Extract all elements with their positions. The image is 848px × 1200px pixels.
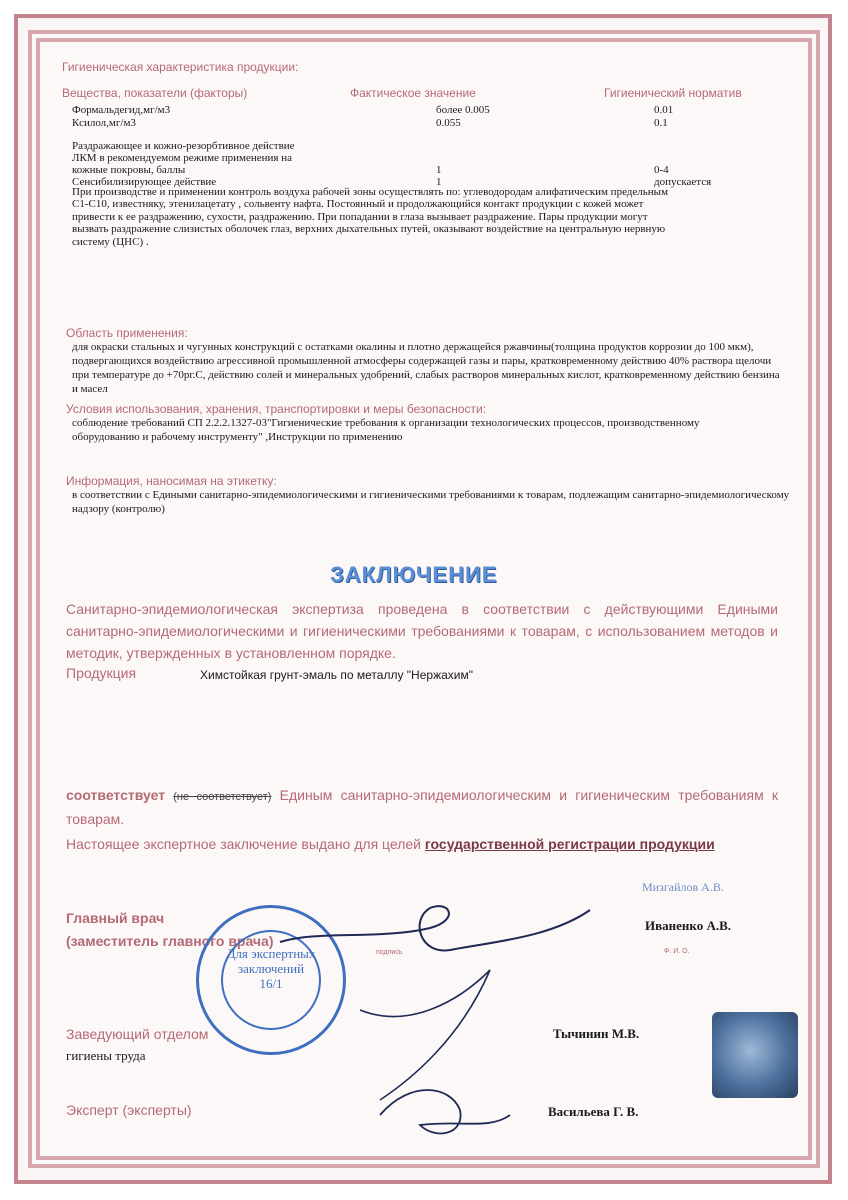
row-norm: 0.01 — [654, 104, 674, 116]
issued-prefix: Настоящее экспертное заключение выдано для целей — [66, 836, 422, 852]
conditions-text: соблюдение требований СП 2.2.2.1327-03"Гигиенические требования к организации технологических процессов, производственному оборудованию и рабочему инструменту" ,Инструкции по применению — [72, 417, 700, 443]
row-actual: 0.055 — [436, 117, 461, 129]
row-name: Раздражающее и кожно-резорбтивное действие ЛКМ в рекомендуемом режиме применения на кожные покровы, баллы — [72, 140, 295, 176]
issued-purpose: государственной регистрации продукции — [424, 836, 715, 852]
hologram-sticker — [712, 1012, 798, 1098]
conclusion-intro: Санитарно-эпидемиологическая экспертиза проведена в соответствии с действующими Едиными санитарно-эпидемиологическими и гигиеническими требованиями к товарам, с использованием методов и методик, утвержденных в установленном порядке. — [66, 601, 778, 661]
hygiene-note: При производстве и применении контроль воздуха рабочей зоны осуществлять по: углеводородам алифатическим предельным С1-С10, известняку, этенилацетату , сольвенту нафта. Постоянный и продолжающийся контакт продукции с кожей может привести к ее раздражению, сухости, раздражению. При попадании в глаза вызывает раздражение. Пары продукции могут вызвать раздражение слизистых оболочек глаз, верхних дыхательных путей, оказывают воздействие на центральную нервную систему (ЦНС) . — [72, 186, 669, 248]
label-info-text: в соответствии с Едиными санитарно-эпидемиологическими и гигиеническими требованиями к товарам, подлежащим санитарно-эпидемиологическому надзору (контролю) — [72, 489, 790, 515]
complies-rest: Единым санитарно-эпидемиологическим и гигиеническим требованиям к товарам. — [66, 787, 778, 827]
signature-caption: подпись — [376, 949, 403, 956]
dept-label-1: Заведующий отделом — [66, 1026, 209, 1042]
application-text: для окраски стальных и чугунных конструкций с остатками окалины и плотно держащейся ржавчины(толщина продуктов коррозии до 100 мкм), подвергающихся воздействию агрессивной промышленной атмосферы содержащей газы и пары, кратковременному действию 40% раствора щелочи при температуре до +70рг.С, действию солей и минеральных удобрений, слабых растворов минеральных кислот, кратковременному действию бензина и масел — [72, 341, 780, 395]
stamp-number: 16/1 — [259, 976, 283, 991]
row-norm: допускается — [654, 176, 712, 188]
product-label: Продукция — [66, 665, 137, 681]
complies-statement — [66, 784, 778, 830]
dept-label-2: гигиены труда — [66, 1048, 146, 1063]
dept-name: Тычинин М.В. — [553, 1026, 640, 1041]
row-norm: 0-4 — [654, 164, 669, 176]
chief-label-1: Главный врач — [66, 910, 165, 926]
section-title: Гигиеническая характеристика продукции: — [62, 60, 299, 74]
complies-bold: соответствует — [66, 787, 166, 803]
row-actual: более 0.005 — [436, 104, 490, 116]
row-actual: 1 — [436, 164, 442, 176]
complies-crossed: (не соответствует) — [173, 791, 272, 803]
col-actual-header: Фактическое значение — [350, 86, 476, 100]
handwritten-signatures — [260, 880, 600, 1160]
chief-name: Иваненко А.В. — [645, 918, 732, 933]
application-label: Область применения: — [66, 326, 188, 340]
product-value: Химстойкая грунт-эмаль по металлу "Нержахим" — [200, 668, 473, 682]
chief-printed-name: Мизгайлов А.В. — [642, 880, 724, 894]
fio-caption: Ф. И. О. — [664, 948, 690, 955]
col-norm-header: Гигиенический норматив — [604, 86, 742, 100]
row-name: Сенсибилизирующее действие — [72, 176, 217, 188]
stamp-center-caption: Для экспертных заключений — [226, 946, 316, 976]
row-actual: 1 — [436, 176, 442, 188]
col-substances-header: Вещества, показатели (факторы) — [62, 86, 248, 100]
row-name: Формальдегид,мг/м3 — [72, 104, 171, 116]
conclusion-title: ЗАКЛЮЧЕНИЕ — [330, 562, 498, 587]
row-name: Ксилол,мг/м3 — [72, 117, 136, 129]
conditions-label: Условия использования, хранения, транспортировки и меры безопасности: — [66, 402, 487, 416]
issued-line — [66, 836, 715, 852]
row-norm: 0.1 — [654, 117, 668, 129]
expert-name: Васильева Г. В. — [548, 1104, 639, 1119]
label-info-label: Информация, наносимая на этикетку: — [66, 474, 277, 488]
expert-label: Эксперт (эксперты) — [66, 1102, 192, 1118]
chief-label-2: (заместитель главного врача) — [66, 933, 274, 949]
